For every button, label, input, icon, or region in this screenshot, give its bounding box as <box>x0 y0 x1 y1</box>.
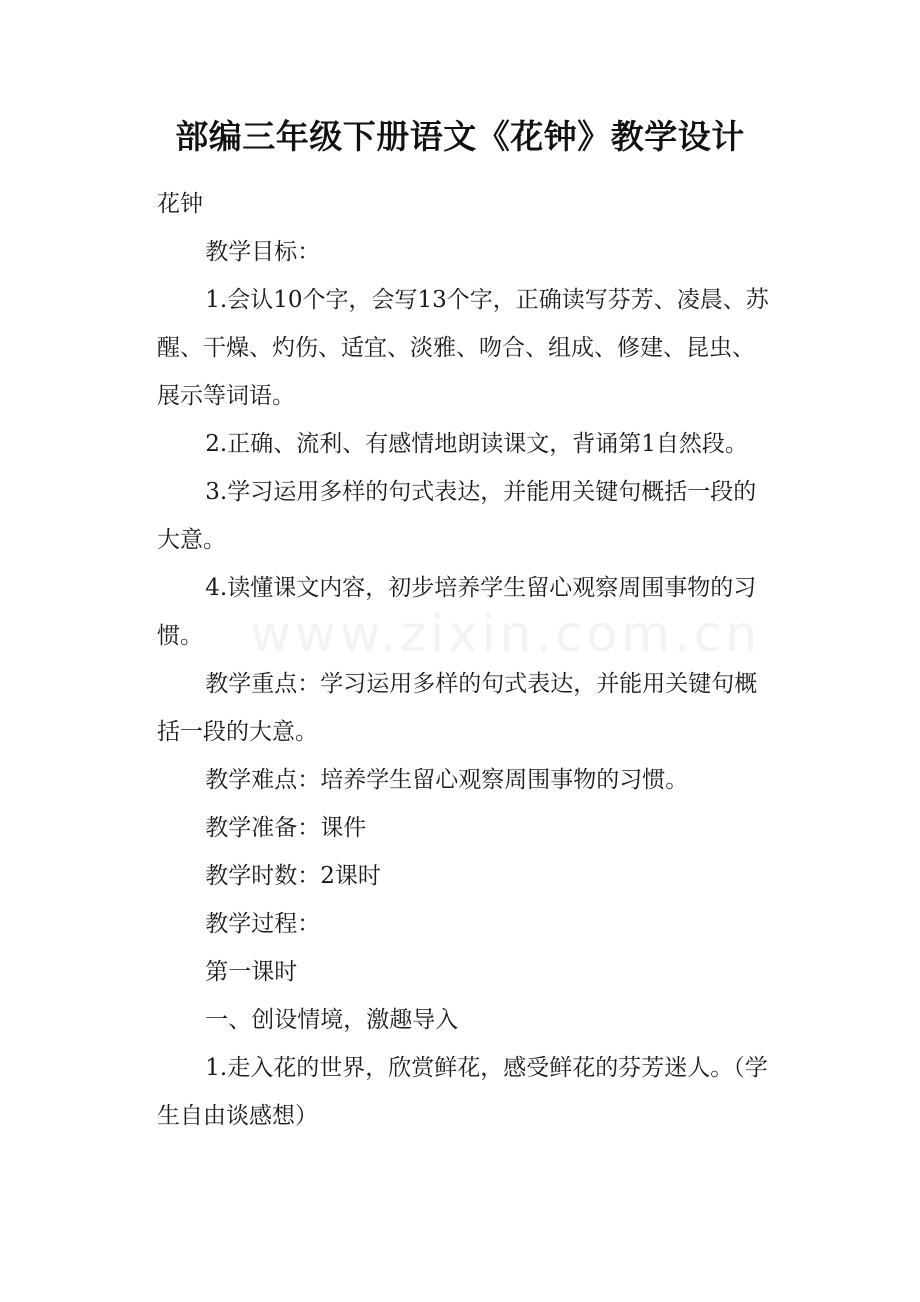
paragraph-objective-1: 1.会认10个字，会写13个字，正确读写芬芳、凌晨、苏醒、干燥、灼伤、适宜、淡雅、吻合、组成、修建、昆虫、展示等词语。 <box>157 287 769 409</box>
paragraph-first-lesson: 第一课时 <box>205 959 298 985</box>
watermark: www.zixin.com.cn <box>250 605 762 663</box>
paragraph-objective-4: 4.读懂课文内容，初步培养学生留心观察周围事物的习惯。 <box>157 575 757 649</box>
paragraph-objective-3: 3.学习运用多样的句式表达，并能用关键句概括一段的大意。 <box>157 479 757 553</box>
paragraph-step-1: 1.走入花的世界，欣赏鲜花，感受鲜花的芬芳迷人。（学生自由谈感想） <box>157 1055 768 1129</box>
paragraph-step-heading: 一、创设情境，激趣导入 <box>205 1007 459 1033</box>
paragraph-objectives-label: 教学目标： <box>205 239 321 265</box>
section-heading: 花钟 <box>157 191 203 217</box>
document-body <box>157 180 769 1140</box>
paragraph-hours: 教学时数：2课时 <box>205 863 381 889</box>
paragraph-objective-2: 2.正确、流利、有感情地朗读课文，背诵第1自然段。 <box>205 431 748 457</box>
paragraph-process-label: 教学过程： <box>205 911 321 937</box>
document-title: 部编三年级下册语文《花钟》教学设计 <box>175 117 745 156</box>
paragraph-preparation: 教学准备：课件 <box>205 815 367 841</box>
paragraph-difficulties: 教学难点：培养学生留心观察周围事物的习惯。 <box>205 767 689 793</box>
paragraph-key-points: 教学重点：学习运用多样的句式表达，并能用关键句概括一段的大意。 <box>157 671 758 745</box>
